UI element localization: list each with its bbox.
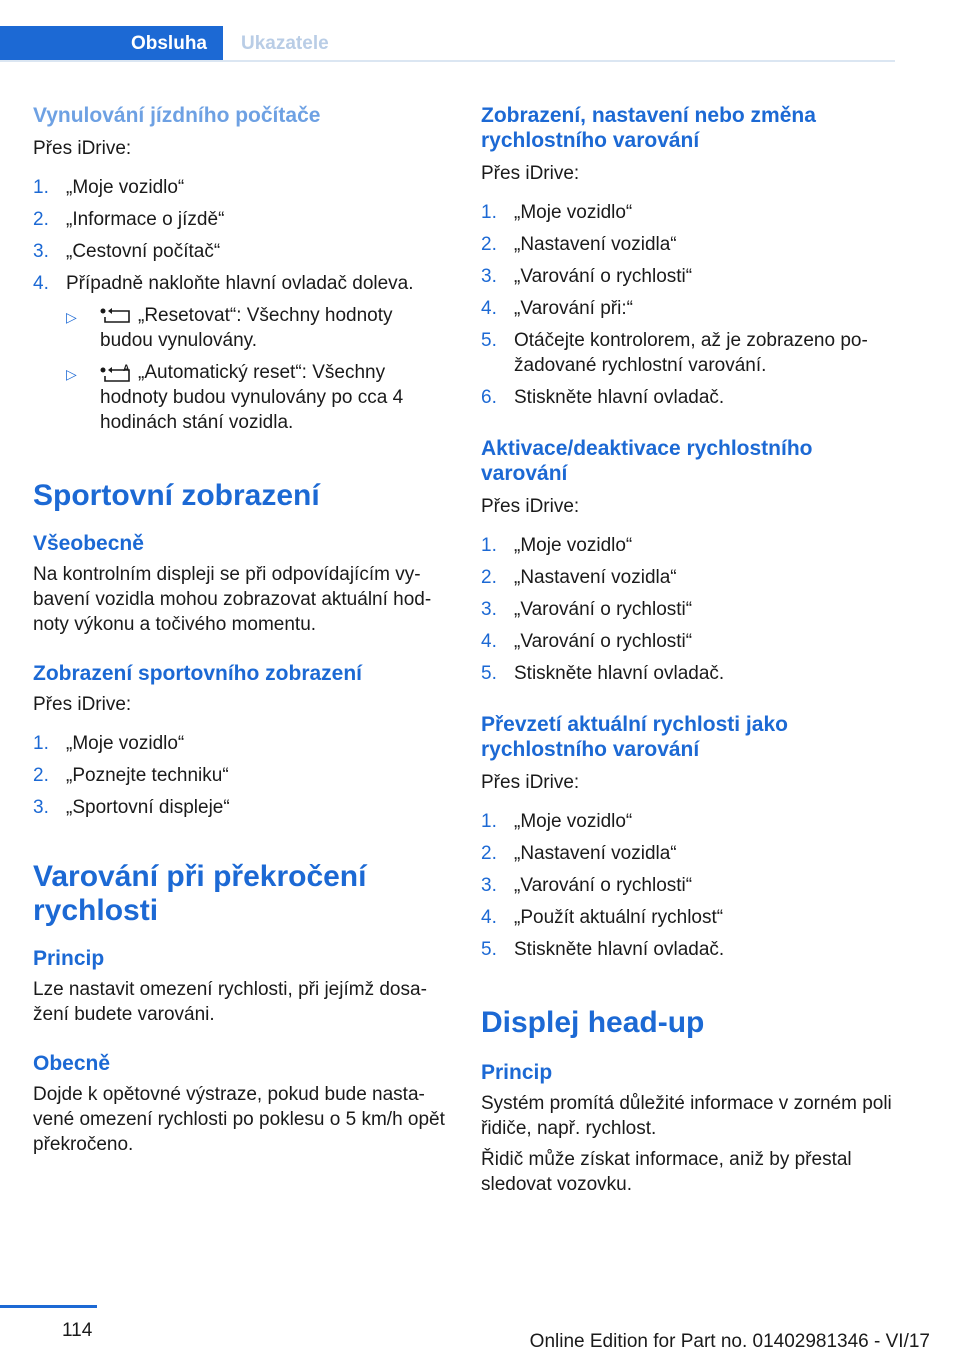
heading-general: Obecně [33, 1052, 111, 1075]
intro-text: Přes iDrive: [481, 163, 580, 184]
heading-speed-warning-settings: Zobrazení, nastavení nebo změna rychlostního varování [481, 104, 816, 152]
list-item: 2. „Poznejte techniku“ [33, 765, 229, 786]
list-item: 3. „Varování o rychlosti“ [481, 599, 693, 620]
list-item: 4. „Varování o rychlosti“ [481, 631, 693, 652]
sub-list [66, 303, 449, 435]
edition-text: Online Edition for Part no. 01402981346 - VI/17 [529, 1331, 930, 1352]
heading-principle: Princip [481, 1061, 553, 1084]
auto-reset-icon [100, 363, 130, 383]
list-item: 1. „Moje vozidlo“ [481, 535, 633, 556]
list-item: 2. „Nastavení vozidla“ [481, 567, 677, 588]
list-item: ▷ A „Automatický reset“: Všechny hodnoty budou vynulovány po cca 4 hodinách stání vozidla. [66, 362, 404, 433]
list-item: 1. „Moje vozidlo“ [481, 202, 633, 223]
list-item: 1. „Moje vozidlo“ [33, 177, 185, 198]
list-item: 5. Otáčejte kontrolorem, až je zobrazeno požadované rychlostní varování. [481, 330, 868, 376]
heading-principle: Princip [33, 947, 105, 970]
list-item: 3. „Sportovní displeje“ [33, 797, 230, 818]
steps-list [481, 200, 897, 410]
reset-icon [100, 307, 130, 325]
principle-text-2: Řidič může získat informace, aniž by přestal sledovat vozovku. [481, 1149, 852, 1195]
right-column [481, 103, 897, 1197]
header-divider [0, 60, 895, 62]
title-head-up-display: Displej head-up [481, 1006, 705, 1039]
list-item: 3. „Cestovní počítač“ [33, 241, 221, 262]
list-item: 4. Případně nakloňte hlavní ovladač doleva. [33, 273, 414, 294]
list-item: ▷ „Resetovat“: Všechny hodnoty budou vynulovány. [66, 305, 393, 351]
left-column [33, 103, 449, 1157]
list-item: 2. „Nastavení vozidla“ [481, 843, 677, 864]
general-text: Na kontrolním displeji se při odpovídajícím vybavení vozidla mohou zobrazovat aktuální hodnoty výkonu a točivého momentu. [33, 564, 432, 635]
heading-sport-display: Zobrazení sportovního zobrazení [33, 662, 363, 685]
list-item: 2. „Informace o jízdě“ [33, 209, 225, 230]
principle-text: Lze nastavit omezení rychlosti, při jejímž dosažení budete varováni. [33, 979, 427, 1025]
heading-adopt-speed: Převzetí aktuální rychlosti jako rychlostního varování [481, 713, 788, 761]
intro-text: Přes iDrive: [33, 694, 132, 715]
intro-text: Přes iDrive: [33, 138, 132, 159]
svg-text:A: A [123, 362, 130, 373]
list-item: 3. „Varování o rychlosti“ [481, 875, 693, 896]
tab-obsluha[interactable]: Obsluha [0, 26, 223, 62]
list-item: 1. „Moje vozidlo“ [33, 733, 185, 754]
list-item: 3. „Varování o rychlosti“ [481, 266, 693, 287]
title-speed-warning: Varování při překročení rychlosti [33, 860, 367, 927]
list-item: 6. Stiskněte hlavní ovladač. [481, 387, 725, 408]
principle-text: Systém promítá důležité informace v zorném poli řidiče, např. rychlost. [481, 1093, 892, 1139]
heading-trip-reset: Vynulování jízdního počítače [33, 104, 321, 127]
steps-list [33, 731, 449, 820]
heading-general: Všeobecně [33, 532, 144, 555]
list-item: 2. „Nastavení vozidla“ [481, 234, 677, 255]
steps-list [481, 809, 897, 962]
intro-text: Přes iDrive: [481, 772, 580, 793]
tab-ukazatele[interactable]: Ukazatele [241, 33, 329, 54]
list-item: 4. „Varování při:“ [481, 298, 633, 319]
steps-list [481, 533, 897, 686]
list-item: 1. „Moje vozidlo“ [481, 811, 633, 832]
intro-text: Přes iDrive: [481, 496, 580, 517]
page-number: 114 [62, 1320, 93, 1341]
title-sport-display: Sportovní zobrazení [33, 479, 320, 512]
list-item: 5. Stiskněte hlavní ovladač. [481, 939, 725, 960]
list-item: 5. Stiskněte hlavní ovladač. [481, 663, 725, 684]
list-item: 4. „Použít aktuální rychlost“ [481, 907, 724, 928]
heading-activate-warning: Aktivace/deaktivace rychlostního varování [481, 437, 813, 485]
general-text: Dojde k opětovné výstraze, pokud bude nastavené omezení rychlosti po poklesu o 5 km/h opět překročeno. [33, 1084, 445, 1155]
footer-divider [0, 1305, 97, 1308]
steps-list [33, 175, 449, 296]
